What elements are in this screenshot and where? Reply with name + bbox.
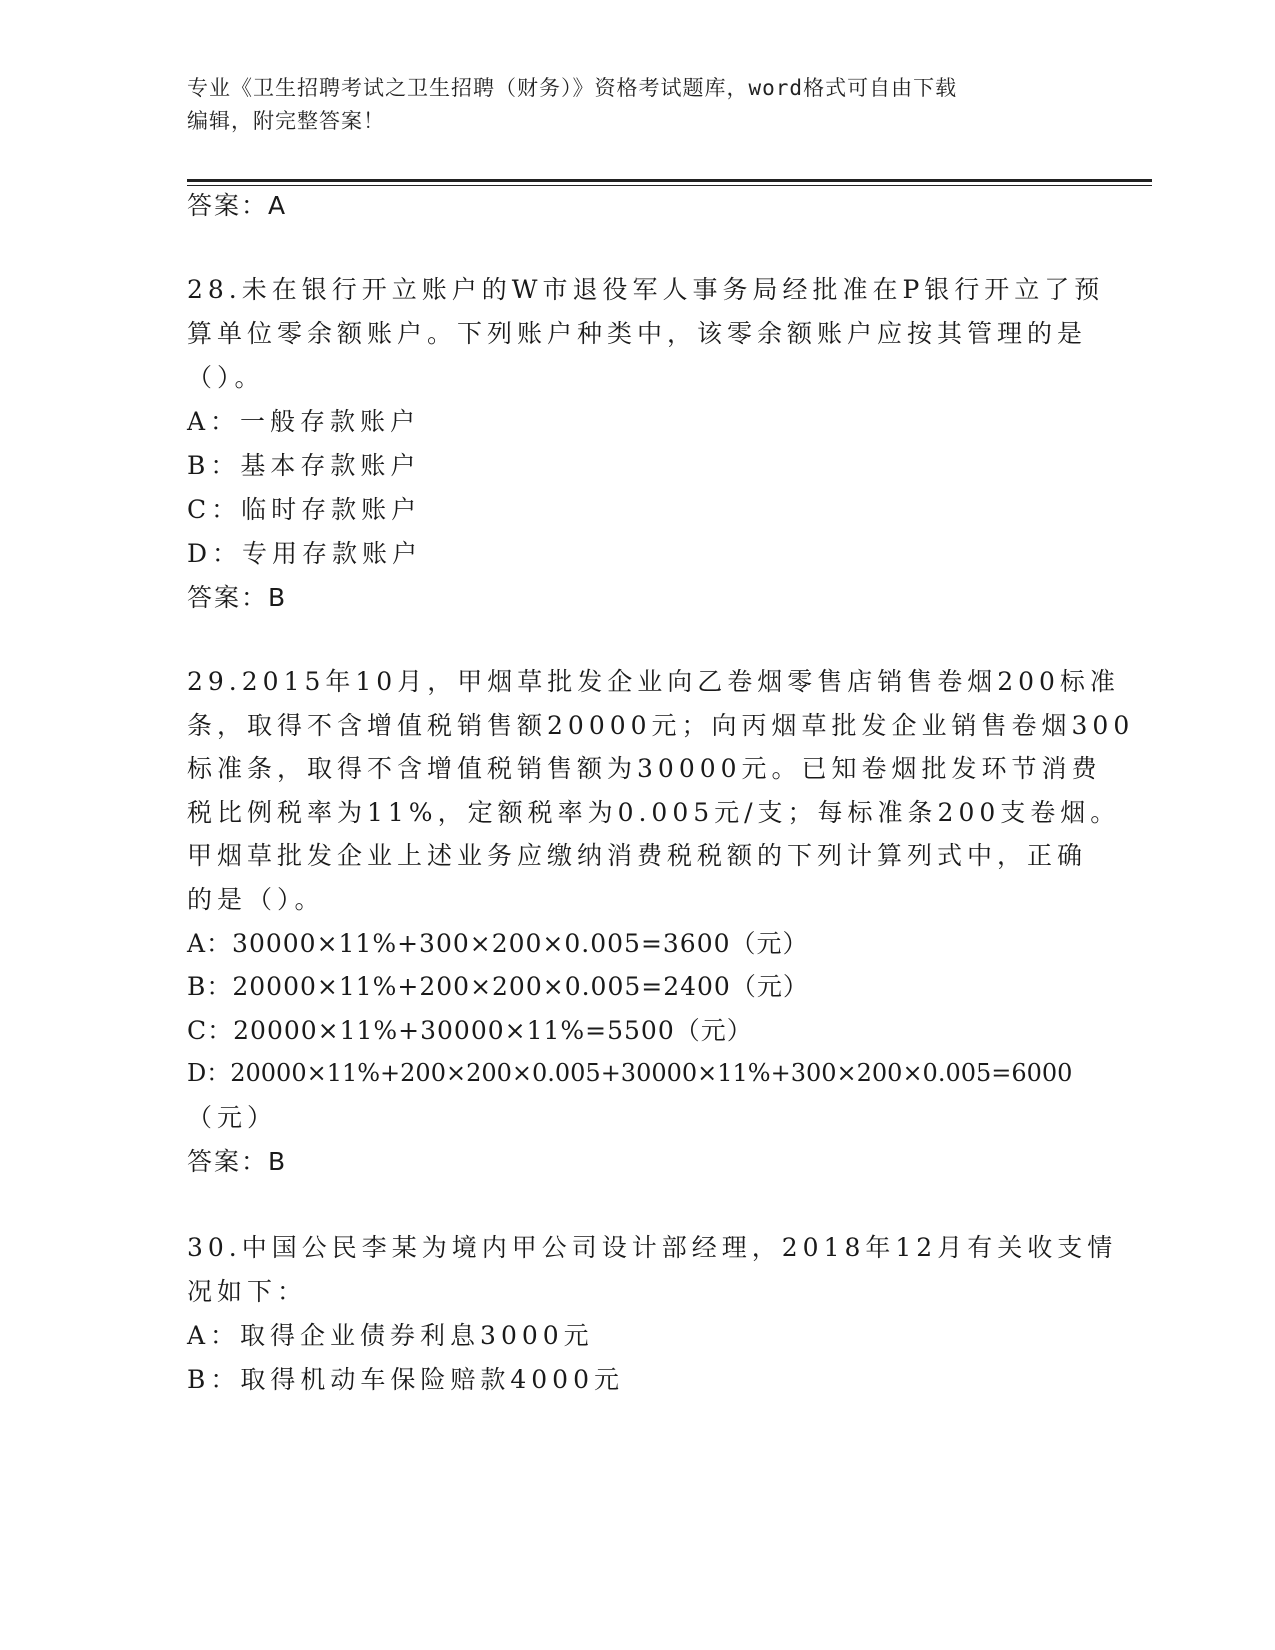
question-28-option-b: B：基本存款账户 [187, 451, 421, 480]
answer-previous: 答案：A [187, 191, 288, 220]
question-29-option-c: C：20000×11%+30000×11%=5500（元） [187, 1015, 753, 1045]
question-30-option-a: A：取得企业债券利息3000元 [187, 1321, 594, 1350]
header-line-1: 专业《卫生招聘考试之卫生招聘（财务）》资格考试题库，word格式可自由下载 [187, 76, 958, 100]
question-30 [187, 1226, 1117, 1402]
question-30-text-line: 30.中国公民李某为境内甲公司设计部经理，2018年12月有关收支情 [187, 1233, 1118, 1262]
question-29-text-line: 的是（）。 [187, 884, 325, 914]
header-divider-thin [187, 185, 1152, 186]
question-29-option-d: D：20000×11%+200×200×0.005+30000×11%+300×200×0.005=6000 [187, 1059, 1073, 1088]
question-29-text-line: 标准条，取得不含增值税销售额为30000元。已知卷烟批发环节消费 [187, 754, 1102, 784]
question-28-option-a: A：一般存款账户 [187, 407, 421, 436]
question-29-text-line: 税比例税率为11%，定额税率为0.005元/支；每标准条200支卷烟。 [187, 797, 1121, 827]
header-line-2: 编辑，附完整答案！ [187, 109, 385, 133]
question-30-text-line: 况如下： [187, 1277, 308, 1306]
question-28-text-line: 算单位零余额账户。下列账户种类中，该零余额账户应按其管理的是 [187, 319, 1088, 348]
question-29-option-b: B：20000×11%+200×200×0.005=2400（元） [187, 972, 809, 1002]
question-29-text-line: 甲烟草批发企业上述业务应缴纳消费税税额的下列计算列式中，正确 [187, 841, 1088, 871]
question-28-text-line: 28.未在银行开立账户的W市退役军人事务局经批准在P银行开立了预 [187, 275, 1105, 304]
question-28-text-line: （）。 [187, 363, 265, 392]
header-divider-thick [187, 179, 1152, 182]
question-28-answer: 答案：B [187, 583, 288, 612]
question-28-option-d: D：专用存款账户 [187, 539, 423, 568]
question-28 [187, 268, 1104, 620]
document-header [187, 72, 1087, 138]
question-29-text-line: 条，取得不含增值税销售额20000元；向丙烟草批发企业销售卷烟300 [187, 710, 1135, 740]
question-29-text-line: 29.2015年10月，甲烟草批发企业向乙卷烟零售店销售卷烟200标准 [187, 667, 1120, 696]
question-29 [187, 660, 1134, 1183]
question-29-answer: 答案：B [187, 1146, 288, 1176]
question-30-option-b: B：取得机动车保险赔款4000元 [187, 1365, 624, 1394]
question-29-option-d-continued: （元） [187, 1102, 278, 1132]
question-28-option-c: C：临时存款账户 [187, 495, 422, 524]
question-29-option-a: A：30000×11%+300×200×0.005=3600（元） [187, 928, 809, 958]
